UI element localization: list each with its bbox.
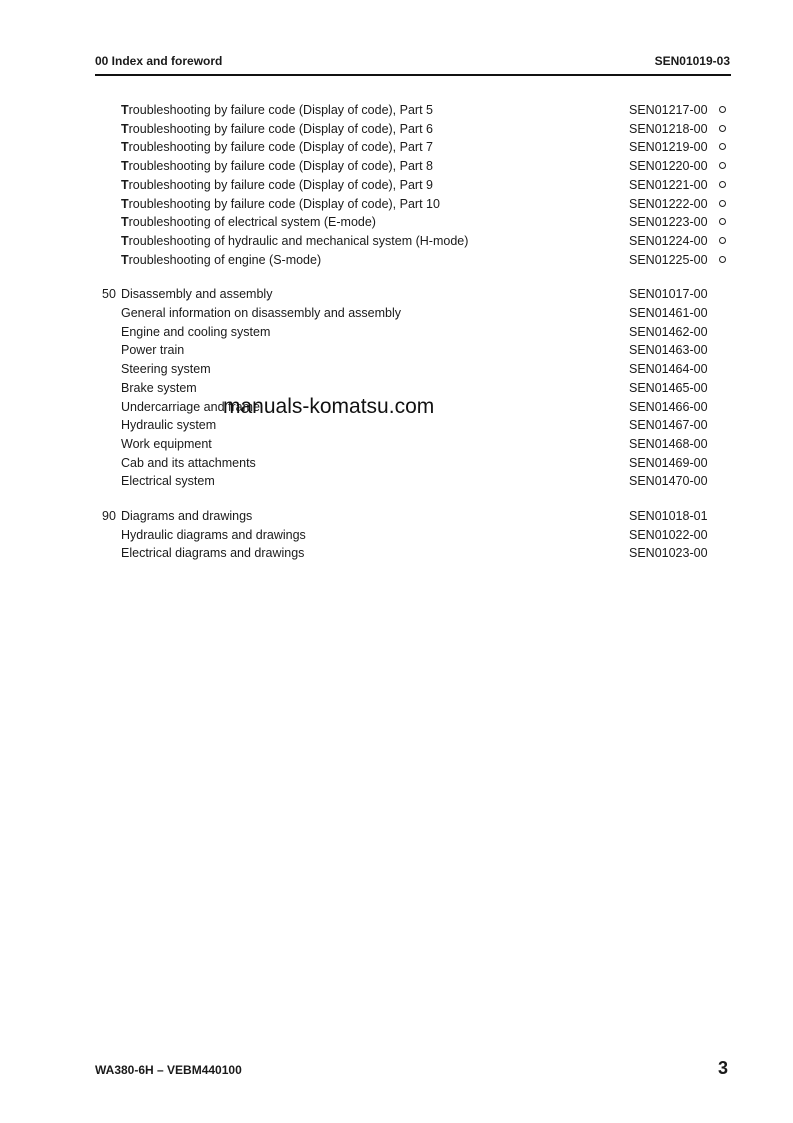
toc-entry-title [121, 138, 433, 156]
watermark[interactable]: manuals-komatsu.com [223, 395, 435, 418]
toc-entry [0, 454, 793, 472]
toc-entry-code: SEN01465-00 [629, 380, 708, 395]
toc-entry-text: roubleshooting by failure code (Display of code), Part 6 [128, 121, 433, 136]
toc-entry-title: Brake system [121, 380, 197, 395]
revision-circle-icon [719, 143, 726, 150]
revision-circle-icon [719, 218, 726, 225]
page-header [95, 54, 730, 70]
toc-entry-text: roubleshooting by failure code (Display of code), Part 8 [128, 159, 433, 174]
toc-entry-title [121, 101, 433, 119]
toc-entry [0, 101, 793, 119]
toc-entry-title: General information on disassembly and assembly [121, 306, 401, 320]
toc-entry [0, 251, 793, 269]
toc-entry-title [121, 232, 468, 250]
section-code: SEN01017-00 [629, 287, 708, 302]
toc-entry-initial: T [121, 196, 129, 211]
revision-circle-icon [719, 181, 726, 188]
toc-entry [0, 472, 793, 490]
toc-entry-initial: T [121, 233, 129, 248]
toc-entry-code: SEN01466-00 [629, 399, 708, 414]
toc-entry [0, 323, 793, 341]
toc-entry [0, 526, 793, 544]
toc-entry-title [121, 251, 321, 269]
toc-entry-title [121, 195, 440, 213]
toc-entry-title: Steering system [121, 362, 211, 377]
toc-entry-code: SEN01461-00 [629, 306, 708, 320]
toc-entry [0, 157, 793, 175]
toc-entry [0, 544, 793, 562]
toc-entry-code: SEN01023-00 [629, 546, 708, 561]
revision-circle-icon [719, 125, 726, 132]
toc-entry-code: SEN01463-00 [629, 343, 708, 358]
toc-entry-title [121, 176, 433, 194]
toc-entry-text: roubleshooting of hydraulic and mechanical system (H-mode) [128, 233, 469, 248]
toc-entry-title [121, 157, 433, 175]
toc-entry [0, 341, 793, 359]
toc-entry-code: SEN01467-00 [629, 418, 708, 433]
toc-entry-title: Cab and its attachments [121, 455, 256, 470]
toc-entry [0, 304, 793, 322]
toc-entry-code: SEN01022-00 [629, 527, 708, 542]
page-number: 3 [718, 1058, 729, 1078]
toc-section-heading [0, 507, 793, 525]
toc-entry-title: Hydraulic diagrams and drawings [121, 527, 306, 542]
toc-entry-code: SEN01225-00 [629, 252, 708, 267]
toc-entry-title: Hydraulic system [121, 418, 217, 433]
toc-entry-initial: T [121, 215, 129, 230]
toc-entry-title [121, 213, 376, 231]
toc-entry [0, 138, 793, 156]
revision-circle-icon [719, 200, 726, 207]
toc-section-heading [0, 285, 793, 303]
toc-entry [0, 213, 793, 231]
toc-entry-text: roubleshooting by failure code (Display of code), Part 9 [128, 177, 433, 192]
revision-circle-icon [719, 162, 726, 169]
toc-entry-code: SEN01221-00 [629, 177, 708, 192]
section-number: 90 [102, 509, 116, 523]
toc-entry-title: Work equipment [121, 436, 212, 451]
toc-entry-code: SEN01462-00 [629, 324, 708, 339]
toc-entry-initial: T [121, 121, 129, 136]
toc-entry-code: SEN01223-00 [629, 215, 708, 230]
toc-entry-code: SEN01218-00 [629, 121, 708, 136]
toc-entry-text: roubleshooting by failure code (Display of code), Part 10 [128, 196, 440, 211]
toc-entry-title [121, 120, 433, 138]
revision-circle-icon [719, 237, 726, 244]
toc-entry [0, 435, 793, 453]
toc-entry [0, 360, 793, 378]
section-title: Disassembly and assembly [121, 287, 273, 302]
toc-entry-text: roubleshooting of engine (S-mode) [128, 252, 322, 267]
toc-entry-code: SEN01222-00 [629, 196, 708, 211]
revision-circle-icon [719, 256, 726, 263]
toc-entry-code: SEN01469-00 [629, 455, 708, 470]
toc-entry-code: SEN01464-00 [629, 362, 708, 377]
toc-entry-initial: T [121, 252, 129, 267]
toc-entry [0, 232, 793, 250]
toc-entry-title: Undercarriage and frame [121, 399, 260, 414]
toc-entry [0, 120, 793, 138]
section-code: SEN01018-01 [629, 509, 708, 523]
toc-entry-title: Electrical diagrams and drawings [121, 546, 305, 561]
header-document-code: SEN01019-03 [654, 54, 730, 68]
toc-entry-initial: T [121, 103, 129, 117]
toc-entry-text: roubleshooting by failure code (Display of code), Part 7 [128, 140, 433, 155]
toc-entry-title: Power train [121, 343, 185, 358]
toc-entry-initial: T [121, 177, 129, 192]
toc-entry-title: Engine and cooling system [121, 324, 271, 339]
toc-entry [0, 195, 793, 213]
toc-entry-code: SEN01220-00 [629, 159, 708, 174]
toc-entry [0, 176, 793, 194]
toc-entry-initial: T [121, 159, 129, 174]
footer-model: WA380-6H – VEBM440100 [95, 1063, 242, 1077]
revision-circle-icon [719, 106, 726, 113]
toc-entry-code: SEN01470-00 [629, 474, 708, 489]
toc-entry-initial: T [121, 140, 129, 155]
toc-entry-text: roubleshooting by failure code (Display of code), Part 5 [128, 103, 433, 117]
toc-entry-code: SEN01219-00 [629, 140, 708, 155]
toc-entry-code: SEN01217-00 [629, 103, 708, 117]
toc-entry-code: SEN01468-00 [629, 436, 708, 451]
section-title: Diagrams and drawings [121, 509, 253, 523]
header-section-title: 00 Index and foreword [95, 54, 223, 68]
toc-entry-title: Electrical system [121, 474, 215, 489]
toc-entry-text: roubleshooting of electrical system (E-mode) [128, 215, 376, 230]
section-number: 50 [102, 287, 116, 302]
toc-entry-code: SEN01224-00 [629, 233, 708, 248]
header-rule [95, 74, 731, 76]
